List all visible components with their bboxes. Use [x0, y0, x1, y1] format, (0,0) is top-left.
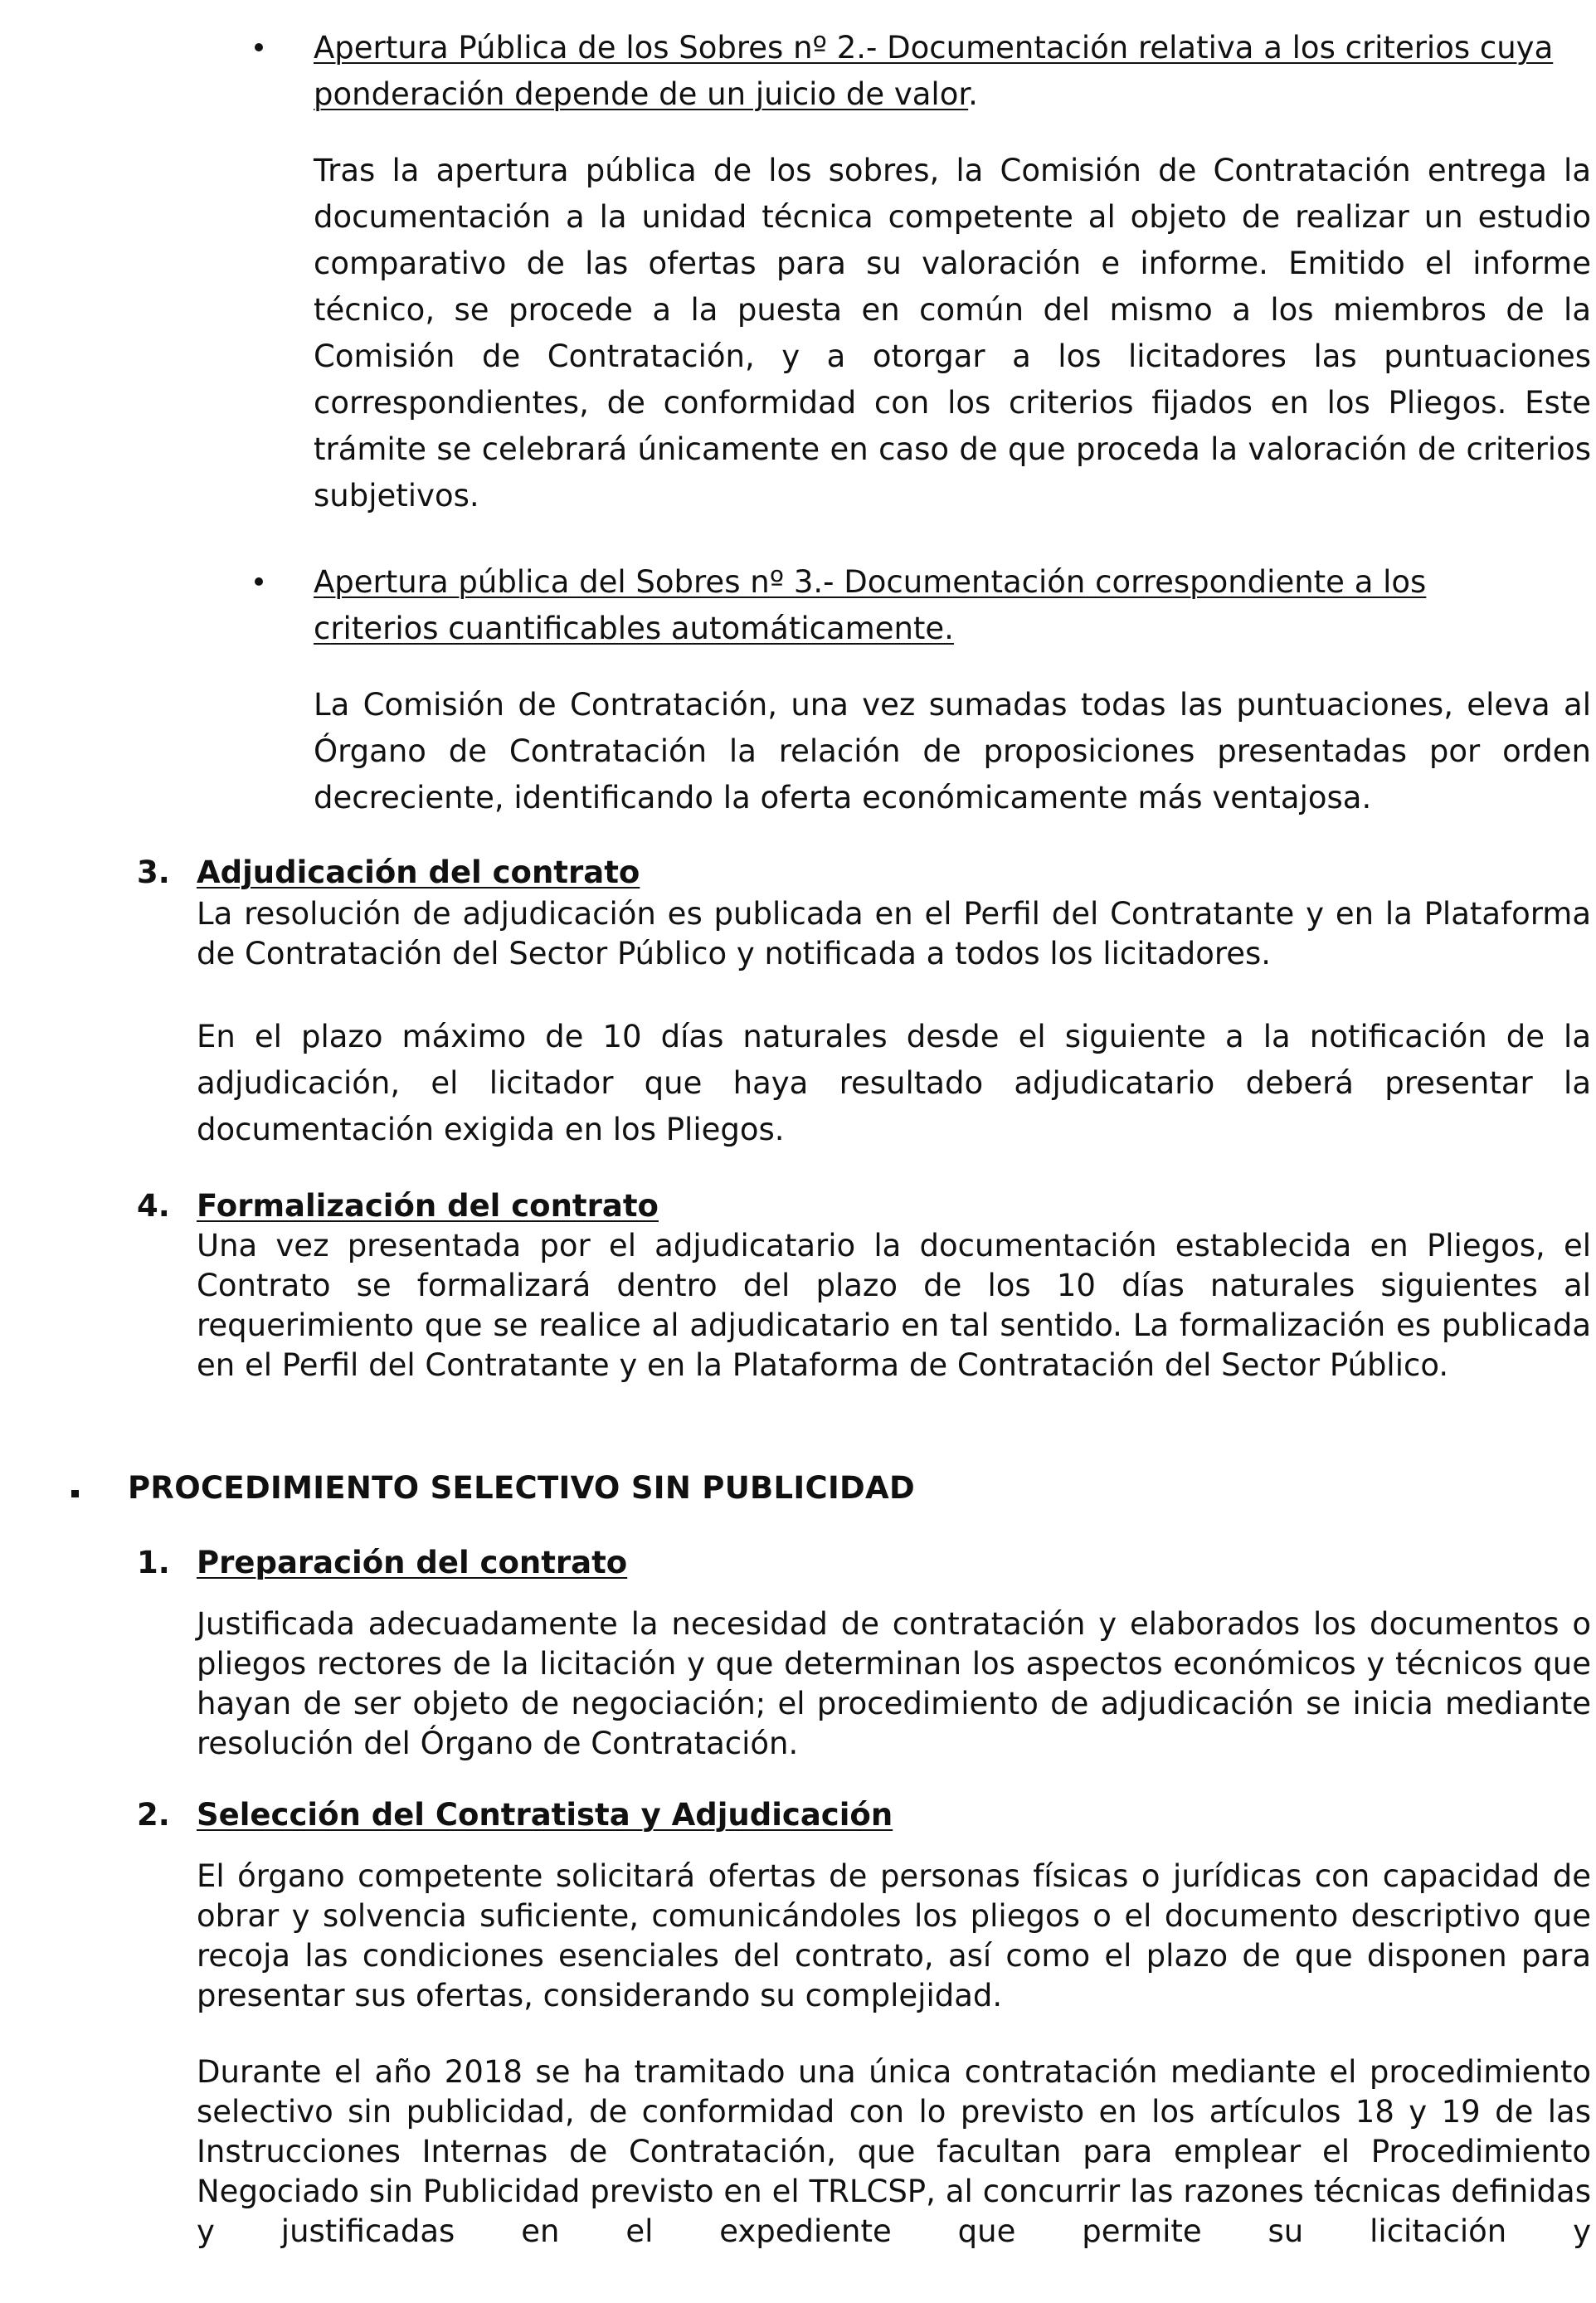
paragraph-sobre-3: La Comisión de Contratación, una vez sumadas todas las puntuaciones, eleva al Órgano de Contratación la relación de proposiciones presentadas por orden decreciente, identificando la oferta económicamente más ventajosa.: [314, 687, 1591, 816]
paragraph-preparacion: Justificada adecuadamente la necesidad de contratación y elaborados los documentos o pliegos rectores de la licitación y que determinan los aspectos económicos y técnicos que hayan de ser objeto de negociación; el procedimiento de adjudicación se inicia mediante resolución del Órgano de Contratación.: [197, 1606, 1591, 1761]
sobre-2-title-period: .: [968, 76, 978, 112]
list-item-sobre-3: [314, 559, 1591, 652]
paragraph-sobre-2: Tras la apertura pública de los sobres, la Comisión de Contratación entrega la documentación a la unidad técnica competente al objeto de realizar un estudio comparativo de las ofertas para su valoración e informe. Emitido el informe técnico, se procede a la puesta en común del mismo a los miembros de la Comisión de Contratación, y a otorgar a los licitadores las puntuaciones correspondientes, de conformidad con los criterios fijados en los Pliegos. Este trámite se celebrará únicamente en caso de que proceda la valoración de criterios subjetivos.: [314, 153, 1591, 514]
paragraph-adjudicacion-1: La resolución de adjudicación es publicada en el Perfil del Contratante y en la Plataforma de Contratación del Sector Público y notificada a todos los licitadores.: [197, 896, 1591, 971]
sobre-3-title-line2: criterios cuantificables automáticamente.: [314, 611, 954, 646]
section-title-procedimiento: PROCEDIMIENTO SELECTIVO SIN PUBLICIDAD: [128, 1470, 915, 1506]
section-number: 3.: [137, 854, 170, 890]
list-item-sobre-2: [314, 25, 1591, 118]
bullet-icon: [255, 43, 263, 51]
paragraph-seleccion-1: El órgano competente solicitará ofertas de personas físicas o jurídicas con capacidad de obrar y solvencia suficiente, comunicándoles los pliegos o el documento descriptivo que recoja las condiciones esenciales del contrato, así como el plazo de que disponen para presentar sus ofertas, considerando su complejidad.: [197, 1858, 1591, 2013]
section-heading-preparacion: Preparación del contrato: [197, 1545, 628, 1580]
section-heading-adjudicacion: Adjudicación del contrato: [197, 854, 640, 890]
section-number: 2.: [137, 1797, 170, 1833]
paragraph-seleccion-2: Durante el año 2018 se ha tramitado una única contratación mediante el procedimiento selectivo sin publicidad, de conformidad con lo previsto en los artículos 18 y 19 de las Instrucciones Internas de Contratación, que facultan para emplear el Procedimiento Negociado sin Publicidad previsto en el TRLCSP, al concurrir las razones técnicas definidas y justificadas en el expediente que permite su licitación y: [197, 2054, 1591, 2249]
sobre-2-title-line2: ponderación depende de un juicio de valor: [314, 76, 969, 112]
sobre-3-title-line1: Apertura pública del Sobres nº 3.- Documentación correspondiente a los: [314, 564, 1427, 600]
square-bullet-icon: [71, 1490, 79, 1497]
section-number: 1.: [137, 1545, 170, 1580]
section-heading-seleccion: Selección del Contratista y Adjudicación: [197, 1797, 893, 1833]
section-heading-formalizacion: Formalización del contrato: [197, 1188, 659, 1224]
sobre-2-title-line1: Apertura Pública de los Sobres nº 2.- Documentación relativa a los criterios cuya: [314, 30, 1554, 66]
bullet-icon: [255, 577, 263, 586]
paragraph-formalizacion: Una vez presentada por el adjudicatario la documentación establecida en Pliegos, el Contrato se formalizará dentro del plazo de los 10 días naturales siguientes al requerimiento que se realice al adjudicatario en tal sentido. La formalización es publicada en el Perfil del Contratante y en la Plataforma de Contratación del Sector Público.: [197, 1228, 1591, 1383]
section-number: 4.: [137, 1188, 170, 1224]
paragraph-adjudicacion-2: En el plazo máximo de 10 días naturales desde el siguiente a la notificación de la adjudicación, el licitador que haya resultado adjudicatario deberá presentar la documentación exigida en los Pliegos.: [197, 1019, 1591, 1147]
